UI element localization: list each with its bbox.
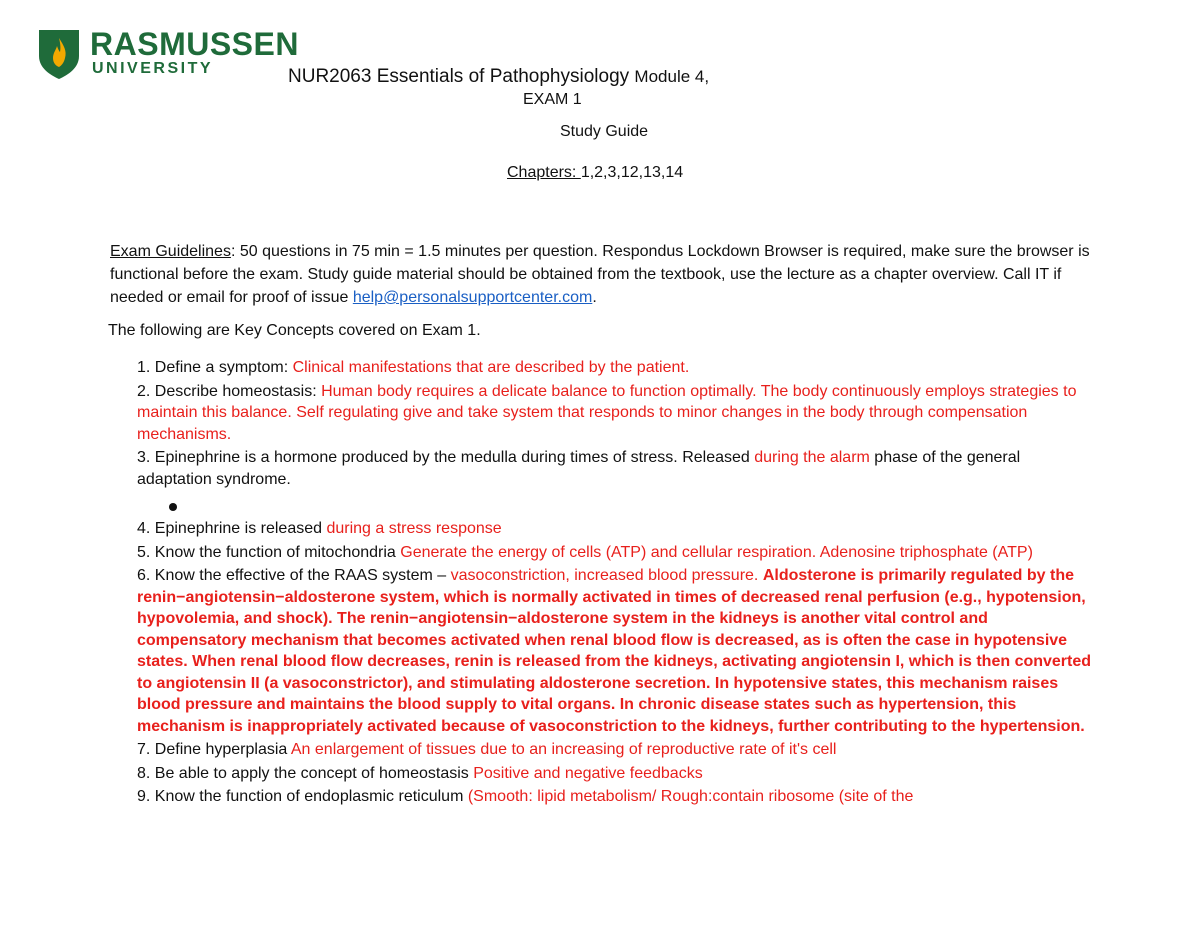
item-answer: Clinical manifestations that are described by the patient. <box>292 359 690 376</box>
item-question: 9. Know the function of endoplasmic reticulum <box>137 788 468 805</box>
list-item <box>137 565 1092 737</box>
chapters-line <box>507 164 683 182</box>
course-name: NUR2063 Essentials of Pathophysiology <box>288 66 630 87</box>
item-answer: (Smooth: lipid metabolism/ Rough:contain ribosome (site of the <box>467 788 914 805</box>
item-answer: during a stress response <box>326 520 502 537</box>
list-item <box>137 739 1092 761</box>
university-logo <box>36 26 299 80</box>
list-item <box>137 786 1092 808</box>
guidelines-text: : 50 questions in 75 min = 1.5 minutes per question. Respondus Lockdown Browser is required, make sure the browser is functional before the exam. Study guide material should be obtained from the textbook, use the lecture as a chapter overview. Call IT if needed or email for proof of issue <box>110 243 1090 306</box>
list-item <box>137 447 1092 490</box>
item-question: 4. Epinephrine is released <box>137 520 327 537</box>
support-email-link[interactable]: help@personalsupportcenter.com <box>352 289 593 306</box>
logo-subtext: UNIVERSITY <box>92 60 214 77</box>
guidelines-label: Exam Guidelines <box>110 243 231 260</box>
item-question: 6. Know the effective of the RAAS system – <box>137 567 451 584</box>
key-concepts-intro: The following are Key Concepts covered on Exam 1. <box>108 322 481 339</box>
item-answer-detail: Aldosterone is primarily regulated by the renin−angiotensin−aldosterone system, which is normally activated in times of decreased renal perfusion (e.g., hypotension, hypovolemia, and shock). The renin−angiotensin−aldosterone system in the kidneys is another vital control and compensatory mechanism that becomes activated when renal blood flow is decreased, as is often the case in hypotensive states. When renal blood flow decreases, renin is released from the kidneys, activating angiotensin I, which is then converted to angiotensin II (a vasoconstrictor), and stimulating aldosterone secretion. In hypotensive states, this mechanism raises blood pressure and maintains the blood supply to vital organs. In chronic disease states such as hypertension, this mechanism is inappropriately activated because of vasoconstriction to the kidneys, further contributing to the hypertension. <box>137 567 1092 735</box>
item-question: 3. Epinephrine is a hormone produced by the medulla during times of stress. Released <box>137 449 755 466</box>
item-answer: Positive and negative feedbacks <box>473 764 703 782</box>
guidelines-end: . <box>592 289 597 306</box>
list-item <box>137 518 1092 540</box>
item-question: 1. Define a symptom: <box>137 359 293 376</box>
item-question: 2. Describe homeostasis: <box>137 382 322 400</box>
list-item <box>137 542 1092 564</box>
shield-flame-icon <box>36 26 82 80</box>
chapters-value: 1,2,3,12,13,14 <box>580 164 684 181</box>
key-concepts-list <box>137 357 1092 810</box>
list-item <box>137 381 1092 446</box>
list-item <box>137 763 1092 785</box>
item-answer: An enlargement of tissues due to an increasing of reproductive rate of it's cell <box>290 741 837 758</box>
empty-bullet <box>169 496 1092 512</box>
exam-label: EXAM 1 <box>523 91 582 108</box>
bullet-icon <box>169 503 177 511</box>
module-label: Module 4, <box>634 67 710 86</box>
item-question: 8. Be able to apply the concept of homeostasis <box>137 764 474 782</box>
logo-wordmark: RASMUSSEN <box>90 26 299 62</box>
item-question: 7. Define hyperplasia <box>137 741 291 758</box>
list-item <box>137 357 1092 379</box>
item-question-cont: phase of the general adaptation syndrome. <box>137 449 1021 488</box>
item-answer: Generate the energy of cells (ATP) and cellular respiration. Adenosine triphosphate (ATP) <box>400 543 1033 561</box>
item-question: 5. Know the function of mitochondria <box>137 543 401 561</box>
chapters-label: Chapters: <box>507 164 581 181</box>
item-answer: Human body requires a delicate balance to function optimally. The body continuously employs strategies to maintain this balance. Self regulating give and take system that responds to minor changes in the body through compensation mechanisms. <box>137 382 1077 443</box>
item-answer: during the alarm <box>754 449 870 466</box>
document-subtitle: Study Guide <box>560 123 649 140</box>
exam-guidelines <box>110 240 1090 309</box>
course-title <box>288 66 709 88</box>
item-answer: vasoconstriction, increased blood pressure. <box>450 567 763 584</box>
